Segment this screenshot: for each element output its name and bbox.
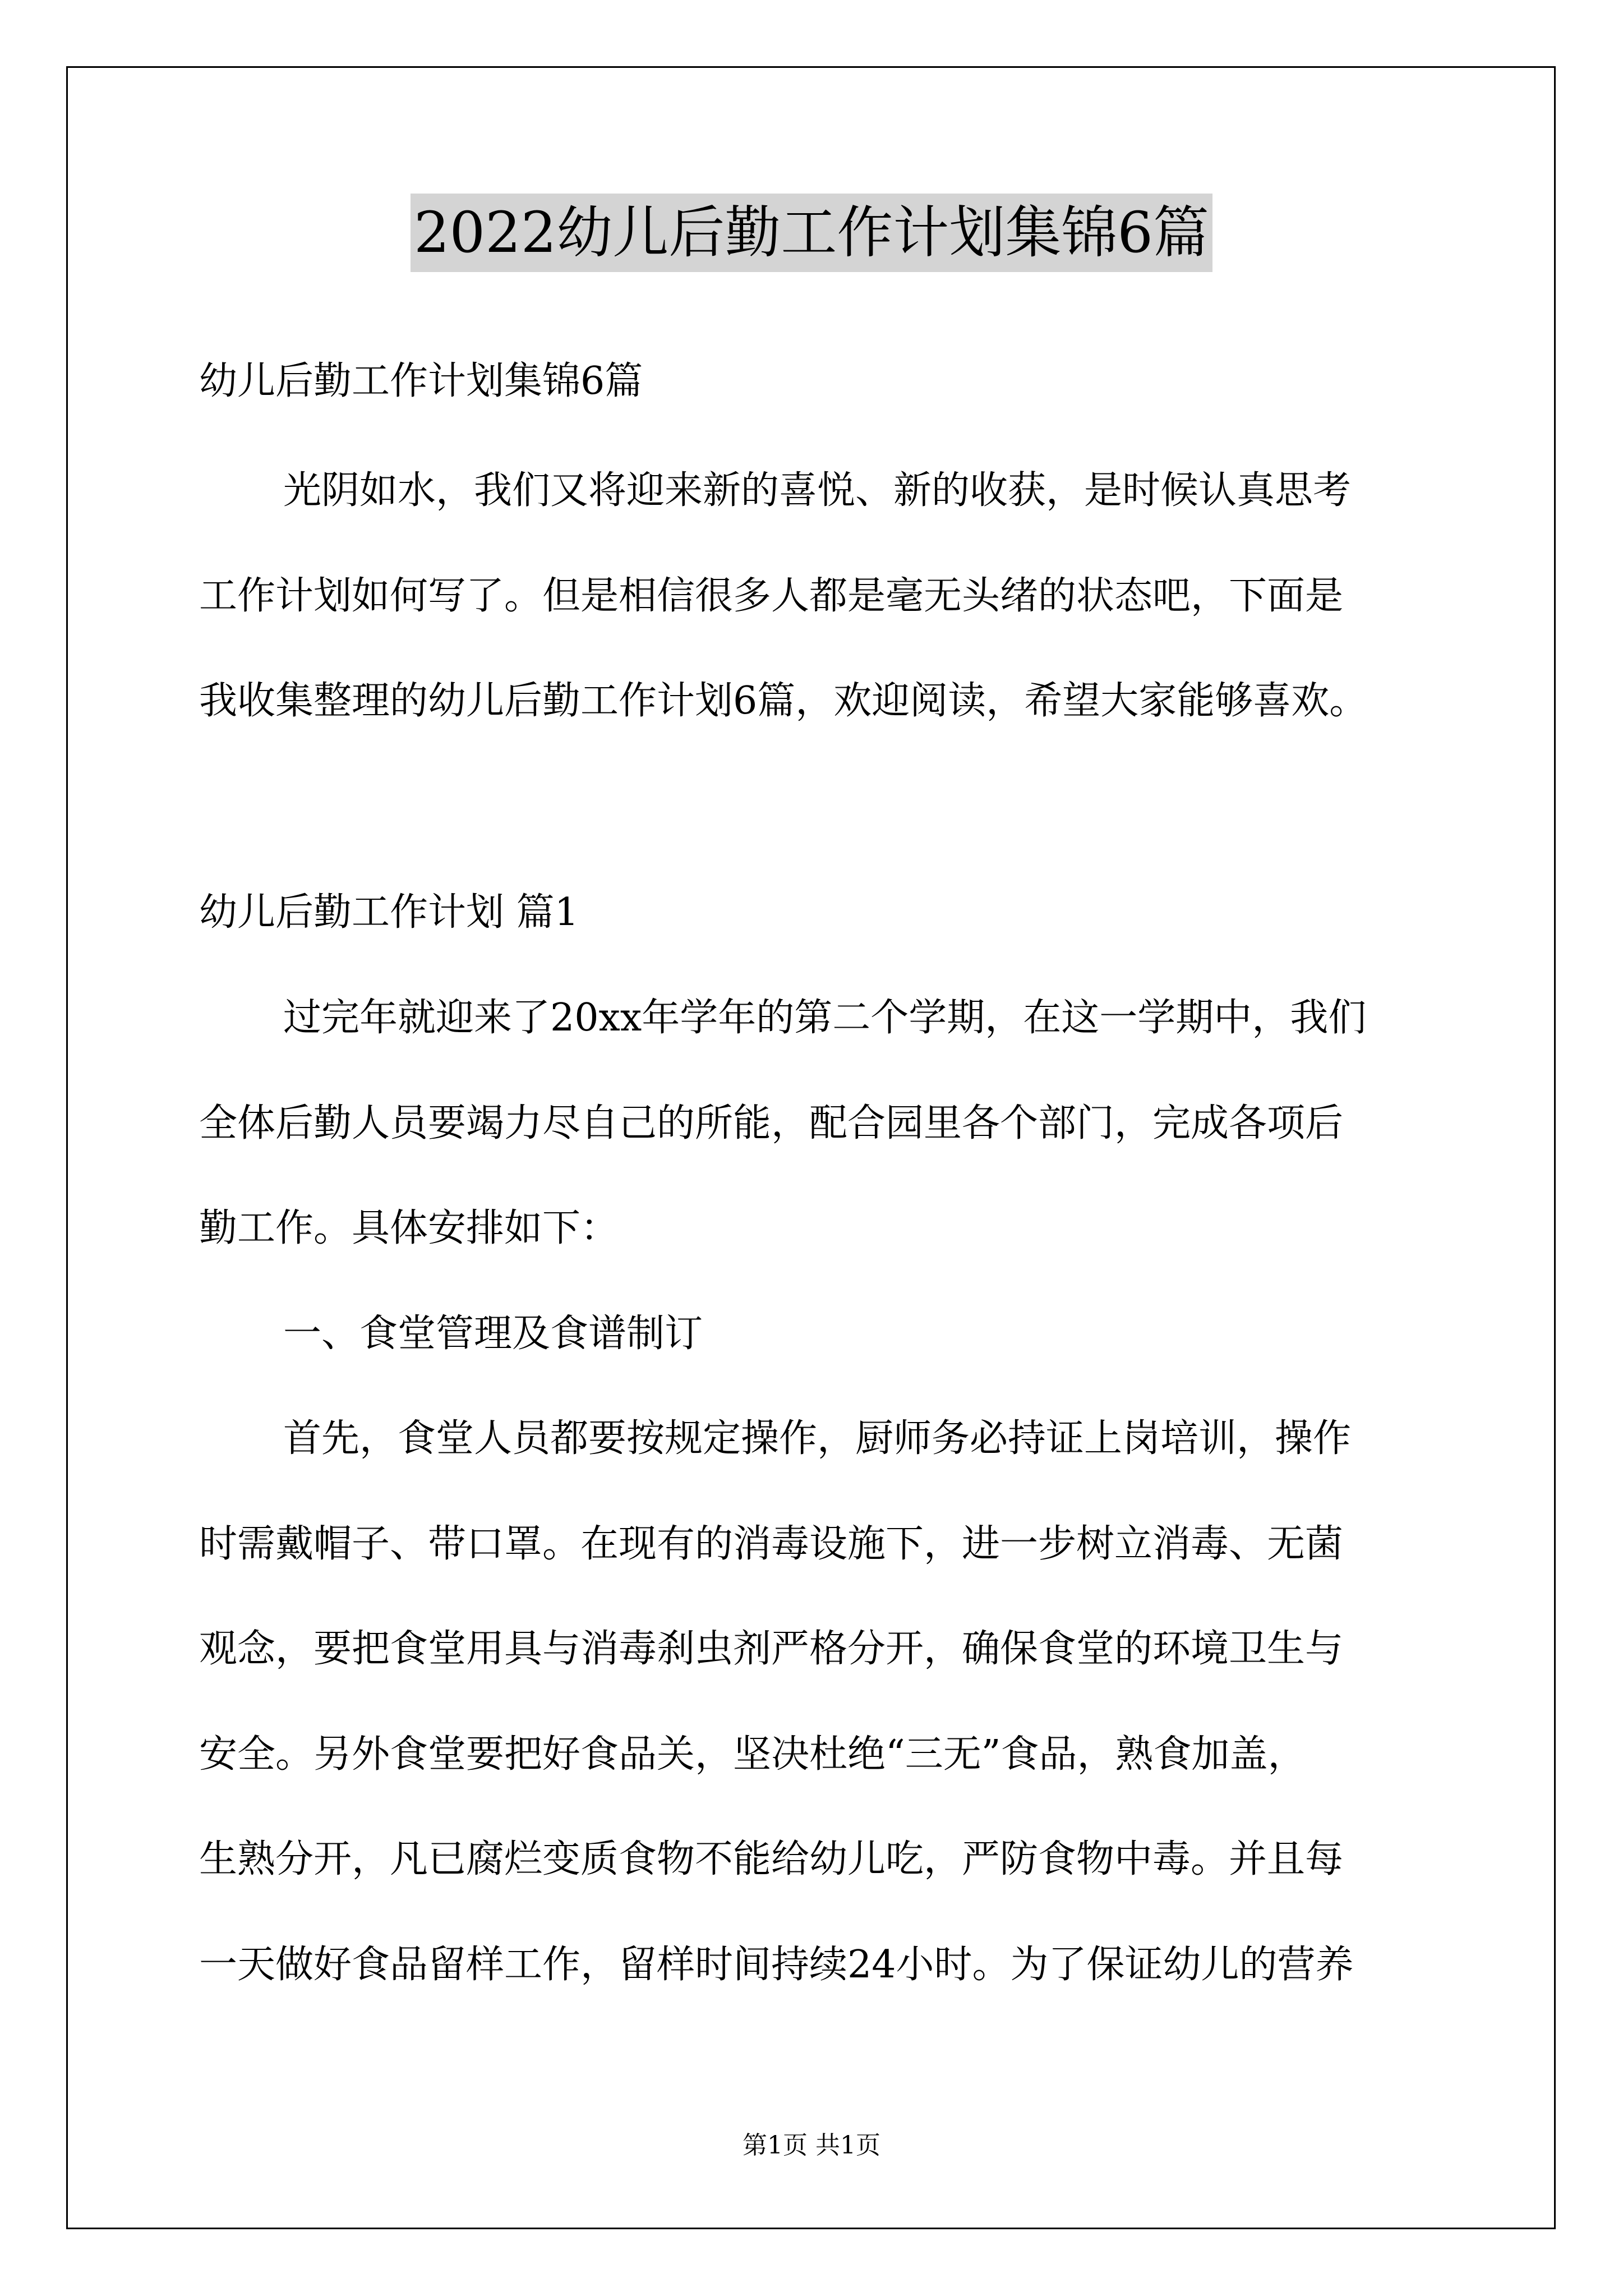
paragraph-line: 工作计划如何写了。但是相信很多人都是毫无头绪的状态吧，下面是 [199, 574, 1344, 618]
section-heading: 幼儿后勤工作计划 篇1 [199, 890, 579, 935]
paragraph-line: 观念，要把食堂用具与消毒刹虫剂严格分开，确保食堂的环境卫生与 [199, 1627, 1344, 1671]
paragraph-line: 勤工作。具体安排如下： [199, 1206, 619, 1250]
paragraph-line: 我收集整理的幼儿后勤工作计划6篇，欢迎阅读，希望大家能够喜欢。 [199, 679, 1368, 723]
paragraph-line: 生熟分开，凡已腐烂变质食物不能给幼儿吃，严防食物中毒。并且每 [199, 1837, 1344, 1881]
paragraph-line: 安全。另外食堂要把好食品关，坚决杜绝“三无”食品，熟食加盖， [199, 1732, 1306, 1777]
paragraph-line: 时需戴帽子、带口罩。在现有的消毒设施下，进一步树立消毒、无菌 [199, 1522, 1344, 1566]
paragraph-line: 全体后勤人员要竭力尽自己的所能，配合园里各个部门，完成各项后 [199, 1101, 1344, 1145]
document-title: 2022幼儿后勤工作计划集锦6篇 [411, 194, 1212, 272]
subtitle-line: 幼儿后勤工作计划集锦6篇 [199, 359, 643, 403]
paragraph-line: 过完年就迎来了20xx年学年的第二个学期，在这一学期中，我们 [283, 996, 1367, 1040]
paragraph-line: 首先，食堂人员都要按规定操作，厨师务必持证上岗培训，操作 [283, 1416, 1352, 1461]
page-footer: 第1页 共1页 [743, 2131, 880, 2160]
paragraph-line: 光阴如水，我们又将迎来新的喜悦、新的收获，是时候认真思考 [283, 468, 1352, 513]
subsection-heading: 一、食堂管理及食谱制订 [283, 1312, 703, 1356]
title-container [0, 194, 1623, 272]
paragraph-line: 一天做好食品留样工作，留样时间持续24小时。为了保证幼儿的营养 [199, 1943, 1354, 1987]
